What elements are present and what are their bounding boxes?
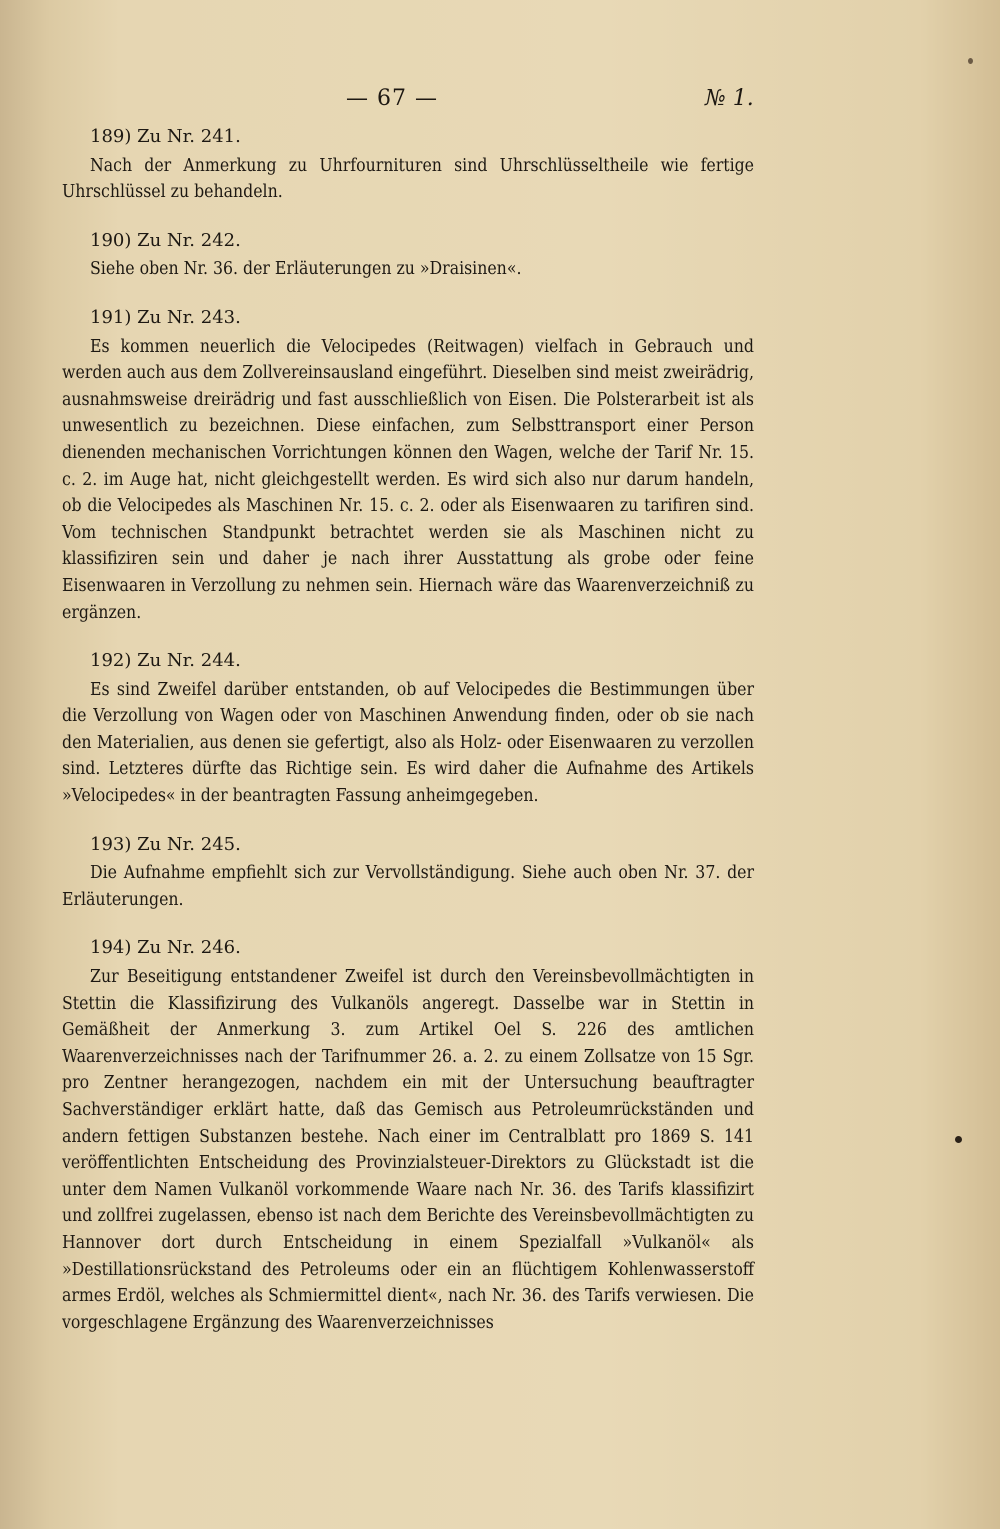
section-body: Siehe oben Nr. 36. der Erläuterungen zu »Draisinen«.	[90, 259, 522, 280]
page-number: — 67 —	[346, 86, 438, 111]
section-189	[62, 124, 754, 206]
page-header	[0, 86, 1000, 116]
section-body: Nach der Anmerkung zu Uhrfournituren sind Uhrschlüsseltheile wie fertige Uhrschlüssel zu behandeln.	[62, 155, 754, 203]
section-192	[62, 648, 754, 810]
section-194	[62, 935, 754, 1336]
section-heading: 194) Zu Nr. 246.	[90, 937, 241, 959]
section-190	[62, 228, 754, 283]
section-193	[62, 832, 754, 914]
section-body: Es kommen neuerlich die Velocipedes (Reitwagen) vielfach in Gebrauch und werden auch aus dem Zollvereinsausland eingeführt. Dieselben sind meist zweirädrig, ausnahmsweise dreirädrig und fast ausschließlich von Eisen. Die Polsterarbeit ist als unwesentlich zu bezeichnen. Diese einfachen, zum Selbsttransport einer Person dienenden mechanischen Vorrichtungen können den Wagen, welche der Tarif Nr. 15. c. 2. im Auge hat, nicht gleichgestellt werden. Es wird sich also nur darum handeln, ob die Velocipedes als Maschinen Nr. 15. c. 2. oder als Eisenwaaren zu tarifiren sind. Vom technischen Standpunkt betrachtet werden sie als Maschinen nicht zu klassifiziren sein und daher je nach ihrer Ausstattung als grobe oder feine Eisenwaaren in Verzollung zu nehmen sein. Hiernach wäre das Waarenverzeichniß zu ergänzen.	[62, 336, 754, 623]
page-content	[62, 124, 754, 1358]
ink-spot	[955, 1136, 962, 1143]
section-body: Es sind Zweifel darüber entstanden, ob auf Velocipedes die Bestimmungen über die Verzollung von Wagen oder von Maschinen Anwendung finden, oder ob sie nach den Materialien, aus denen sie gefertigt, also als Holz- oder Eisenwaaren zu verzollen sind. Letzteres dürfte das Richtige sein. Es wird daher die Aufnahme des Artikels »Velocipedes« in der beantragten Fassung anheimgegeben.	[62, 679, 754, 807]
section-heading: 189) Zu Nr. 241.	[90, 126, 241, 147]
section-heading: 193) Zu Nr. 245.	[90, 833, 241, 855]
section-body: Zur Beseitigung entstandener Zweifel ist durch den Vereinsbevollmächtigten in Stettin die Klassifizirung des Vulkanöls angeregt. Dasselbe war in Stettin in Gemäßheit der Anmerkung 3. zum Artikel Oel S. 226 des amtlichen Waarenverzeichnisses nach der Tarifnummer 26. a. 2. zu einem Zollsatze von 15 Sgr. pro Zentner herangezogen, nachdem ein mit der Untersuchung beauftragter Sachverständiger erklärt hatte, daß das Gemisch aus Petroleumrückständen und andern fettigen Substanzen bestehe. Nach einer im Centralblatt pro 1869 S. 141 veröffentlichten Entscheidung des Provinzialsteuer-Direktors zu Glückstadt ist die unter dem Namen Vulkanöl vorkommende Waare nach Nr. 36. des Tarifs klassifizirt und zollfrei zugelassen, ebenso ist nach dem Berichte des Vereinsbevollmächtigten zu Hannover dort durch Entscheidung in einem Spezialfall »Vulkanöl« als »Destillationsrückstand des Petroleums oder ein an flüchtigem Kohlenwasserstoff armes Erdöl, welches als Schmiermittel dient«, nach Nr. 36. des Tarifs verwiesen. Die vorgeschlagene Ergänzung des Waarenverzeichnisses	[62, 967, 754, 1333]
section-191	[62, 305, 754, 626]
issue-number: № 1.	[705, 86, 754, 111]
section-heading: 190) Zu Nr. 242.	[90, 229, 241, 251]
ink-spot	[968, 58, 973, 64]
section-body: Die Aufnahme empfiehlt sich zur Vervollständigung. Siehe auch oben Nr. 37. der Erläuterungen.	[62, 863, 754, 910]
section-heading: 191) Zu Nr. 243.	[90, 306, 241, 328]
section-heading: 192) Zu Nr. 244.	[90, 650, 241, 672]
